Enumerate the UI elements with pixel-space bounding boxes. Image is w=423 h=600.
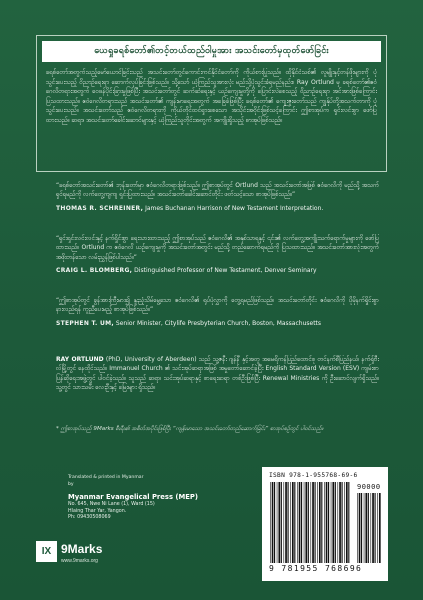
- description-text: ခရစ်တော်အတွက်သည့်မော်ယောင်ခြင်းသည် အသင်းတော်တွင်ကောင်းကင်နိုင်ငံတော်ကို ကိုယ်စားပြုသည်။ ထိုနိုင်ငံသစ်၏ လူမျိုးနှင့်တန်ဖိုးများကို ပုံသွင်းပေးသည့် ဝိညာဉ်ရေးရာ ဆောက်လုပ်ခြင်းဖြစ်သည်။ သို့သော် ယုံကြည်သူအားလုံး မည်သို့ပုံသွင်းခံရမည်နည်း။ Ray Ortlund မှ ခရစ်တော်၏ဧဝံဂေလိတရားအတွက် ဝေဖန်ပိုင်းခြားမှုဖြစ်ပြီး အသင်းတော်တွင် ဆက်ဆံရေးနှင့် ယဉ်ကျေးမှုတို့ကို ပြောင်းလဲစေသည့် ဝိညာဉ်ရေးရာ အင်အားဖြစ်ကြောင်း ပြသထားသည်။ ဧဝံဂေလိတရားသည် အသင်းတော်၏ ကျန်းမာရေးအတွက် အခြေခံဖြစ်ပြီး ခရစ်တော်၏ ကျေးဇူးတော်သည် ကျွန်ုပ်တို့အသက်တာကို ပုံသွင်းပေးသည်။ အသင်းတော်သည် ဧဝံဂေလိတရားကို ကိုယ်တိုင်ထင်ရှားစေသော အသိုင်းအဝိုင်းဖြစ်သင့်ကြောင်း ဤစာအုပ်က ရှင်းလင်းစွာ ဖော်ပြထားသည်။ ဆရာ၊ အသင်းတော်ခေါင်းဆောင်များနှင့် ယုံကြည်သူတိုင်းအတွက် အကျိုးရှိသည့် စာအုပ်ဖြစ်သည်။: [46, 69, 377, 124]
- isbn-label: ISBN 978-1-955768-69-6: [269, 472, 358, 479]
- by-label: by: [68, 482, 74, 487]
- endorser-name: CRAIG L. BLOMBERG,: [56, 267, 133, 275]
- author-credentials: (PhD, University of Aberdeen): [103, 356, 197, 363]
- endorsement-1: [56, 181, 379, 213]
- endorser-role: James Buchanan Harrison of New Testament Interpretation.: [143, 204, 324, 212]
- description-box: [36, 35, 387, 172]
- author-bio-text: သည် သူ့ဇနီး ဂျန်နီ နှင့်အတူ အမေရိကန်ပြည်ထောင်စု တင်နက်စီပြည်နယ်၊ နက်ရှ်ဗီးလ်မြို့တွင် နေထိုင်သည်။ Immanuel Church ၏ သင်းအုပ်ဆရာအဖြစ် အမှုတော်ဆောင်ခဲ့ပြီး English Standard Version (ESV) ကျမ်းစာ ပြန်ဆိုရေးအဖွဲ့တွင် ပါဝင်ခဲ့သည်။ သူသည် ဆရာ၊ သင်းအုပ်ဆရာနှင့် စာရေးဆရာ တစ်ဦးဖြစ်ပြီး Renewal Ministries ကို ဦးဆောင်လျက်ရှိသည်။ သူ့တွင် သားသမီး လေးဦးနှင့် မြေးများ ရှိသည်။: [56, 356, 379, 392]
- endorsement-attribution: [56, 267, 379, 275]
- endorser-role: Distinguished Professor of New Testament, Denver Seminary: [132, 267, 317, 275]
- isbn-digits: 9 781955 768696: [269, 564, 363, 573]
- logo-text: 9Marks: [61, 542, 103, 556]
- endorsement-text: “ဤစာအုပ်တွင် ခွန်အားကြီးမား၍ နူးညံ့သိမ်မွေ့သော ဧဝံဂေလိ၏ ရုပ်ပုံလွှာကို တွေ့ရမည်ဖြစ်သည်။ အသင်းတော်တိုင်း ဧဝံဂေလိကို ပိုမိုနက်ရှိုင်းစွာ နားလည်ရန် ကူညီပေးမည့် စာအုပ်ဖြစ်သည်။”: [56, 297, 379, 314]
- author-name: RAY ORTLUND: [56, 356, 104, 363]
- endorser-role: Senior Minister, Citylife Presbyterian Church, Boston, Massachusetts: [114, 319, 322, 327]
- isbn-barcode: [262, 467, 388, 581]
- endorsement-2: [56, 234, 379, 275]
- endorsement-attribution: [56, 320, 379, 328]
- barcode-addon-icon: [356, 493, 382, 563]
- endorsement-text: “ရှင်းရှင်းလင်းလင်းနှင့် နက်ရှိုင်းစွာ ရေးသားထားသည့် ဤစာအုပ်သည် ဧဝံဂေလိ၏ အနှစ်သာရနှင့် ၎င်း၏ လက်တွေ့အကျိုးသက်ရောက်မှုများကို ဖော်ပြထားသည်။ Ortlund က ဧဝံဂေလိ ယဉ်ကျေးမှုကို အသင်းတော်အတွင်း မည်သို့ တည်ဆောက်ရမည်ကို ပြသထားသည်။ အသင်းတော်အားလုံးအတွက် အဖိုးတန်သော လမ်းညွှန်ဖြစ်ပါသည်။”: [56, 235, 379, 261]
- endorser-name: THOMAS R. SCHREINER,: [56, 204, 144, 212]
- logo-url: www.9marks.org: [61, 558, 98, 564]
- logo-mark-icon: IX: [36, 541, 57, 562]
- endorsement-text: “ခရစ်တော်အသင်းတော်၏ ဘုန်းတော်မှာ ဧဝံဂေလိတရားဖြစ်သည်။ ဤစာအုပ်တွင် Ortlund သည် အသင်းတော်အဖြစ် ဧဝံဂေလိကို မည်သို့ အသက်ရှင်ရမည်ကို လက်တွေ့ကျကျ ရှင်းပြထားသည်။ အသင်းတော်ခေါင်းဆောင်တိုင်း ဖတ်သင့်သော စာအုပ်ဖြစ်သည်။”: [56, 182, 379, 199]
- publisher-phone: Ph: 09430508069: [68, 515, 111, 521]
- publisher-address-line: Hlaing Thar Yar, Yangon.: [68, 508, 127, 514]
- price-code: 90000: [357, 483, 381, 491]
- endorsement-attribution: [56, 205, 379, 213]
- description-title: ယေရှုခရစ်တော်၏တင့်တယ်ထည်ဝါမှုအား အသင်းတော်မှထုတ်ဖော်ခြင်း: [42, 41, 381, 62]
- series-footnote: * ဤစာအုပ်သည် 9Marks စီးရီး၏ အစိတ်အပိုင်းဖြစ်ပြီး “ကျန်းမာသော အသင်းတော်တည်ဆောက်ခြင်း” စာအုပ်စဉ်တွင် ပါဝင်သည်။: [56, 426, 324, 432]
- endorser-name: STEPHEN T. UM,: [56, 319, 115, 327]
- publisher-address-line: No. 645, Nwe Ni Lane (1), Ward (15): [68, 502, 155, 507]
- endorsement-3: [56, 296, 379, 328]
- barcode-icon: [269, 482, 351, 563]
- author-bio: [56, 355, 379, 393]
- 9marks-logo: [36, 539, 136, 569]
- publisher-info: [68, 474, 238, 522]
- publisher-name: Myanmar Evangelical Press (MEP): [68, 493, 198, 501]
- translated-note: Translated & printed in Myanmar: [68, 475, 144, 480]
